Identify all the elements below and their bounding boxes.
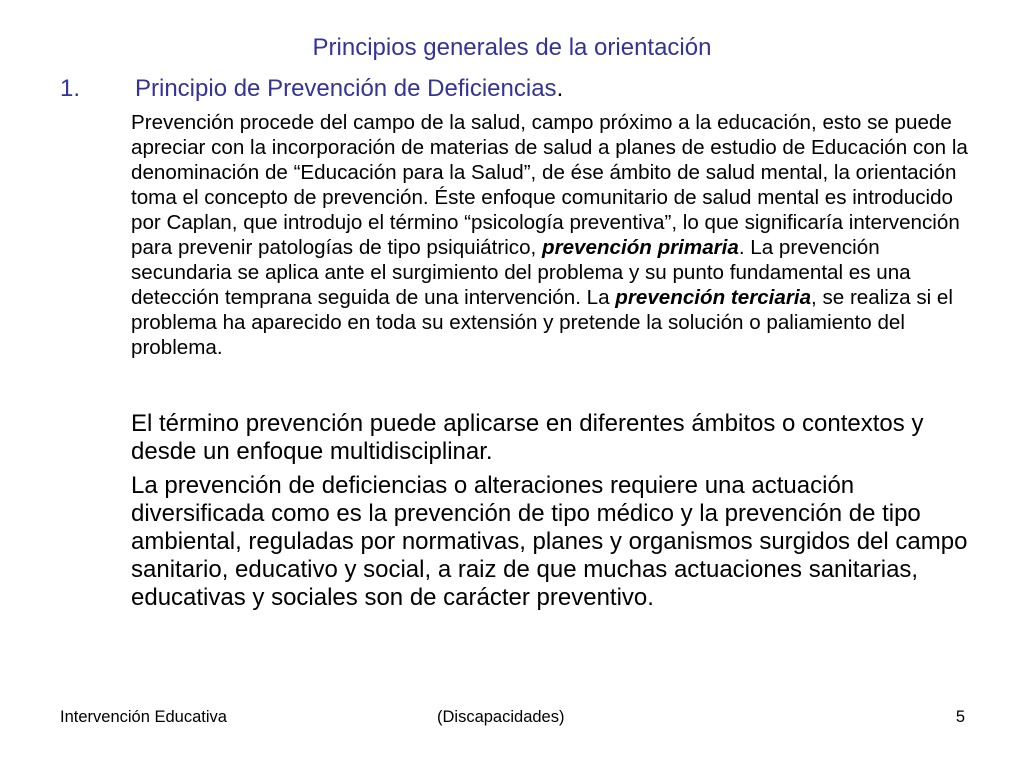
primary-prevention-term: prevención primaria: [541, 236, 739, 259]
paragraph1-part3: , se realiza si el problema ha aparecido en toda su extensión y pretende la solución o paliamiento del problema.: [131, 286, 953, 359]
slide-title: Principios generales de la orientación: [312, 34, 712, 61]
multidisciplinary-paragraph: El término prevención puede aplicarse en diferentes ámbitos o contextos y desde un enfoque multidisciplinar.: [131, 410, 924, 465]
heading-text: Principio de Prevención de Deficiencias: [135, 75, 557, 102]
footer-course-name: Intervención Educativa: [60, 708, 227, 726]
deficiency-prevention-paragraph: La prevención de deficiencias o alteraciones requiere una actuación diversificada como es la prevención de tipo médico y la prevención de tipo ambiental, reguladas por normativas, planes y organismos surgidos del campo sanitario, educativo y social, a raiz de que muchas actuaciones sanitarias, educativas y sociales son de carácter preventivo.: [131, 472, 968, 611]
heading-period: .: [556, 75, 564, 102]
principle-heading: [60, 74, 960, 104]
footer-page-number: 5: [955, 708, 965, 726]
paragraph1-part1: Prevención procede del campo de la salud, campo próximo a la educación, esto se puede apreciar con la incorporación de materias de salud a planes de estudio de Educación con la denominación de “Educación para la Salud”, de ése ámbito de salud mental, la orientación toma el concepto de prevención. Éste enfoque comunitario de salud mental es introducido por Caplan, que introdujo el término “psicología preventiva”, lo que significaría intervención para prevenir patologías de tipo psiquiátrico,: [131, 111, 968, 259]
heading-number: 1.: [60, 75, 81, 102]
paragraph1-part2: . La prevención secundaria se aplica ante el surgimiento del problema y su punto fundamental es una detección temprana seguida de una intervención. La: [131, 236, 911, 309]
footer-subject: (Discapacidades): [437, 708, 565, 726]
heading-text-wrapper: [135, 74, 563, 104]
tertiary-prevention-term: prevención terciaria: [615, 286, 812, 309]
prevention-paragraph: [131, 110, 971, 360]
